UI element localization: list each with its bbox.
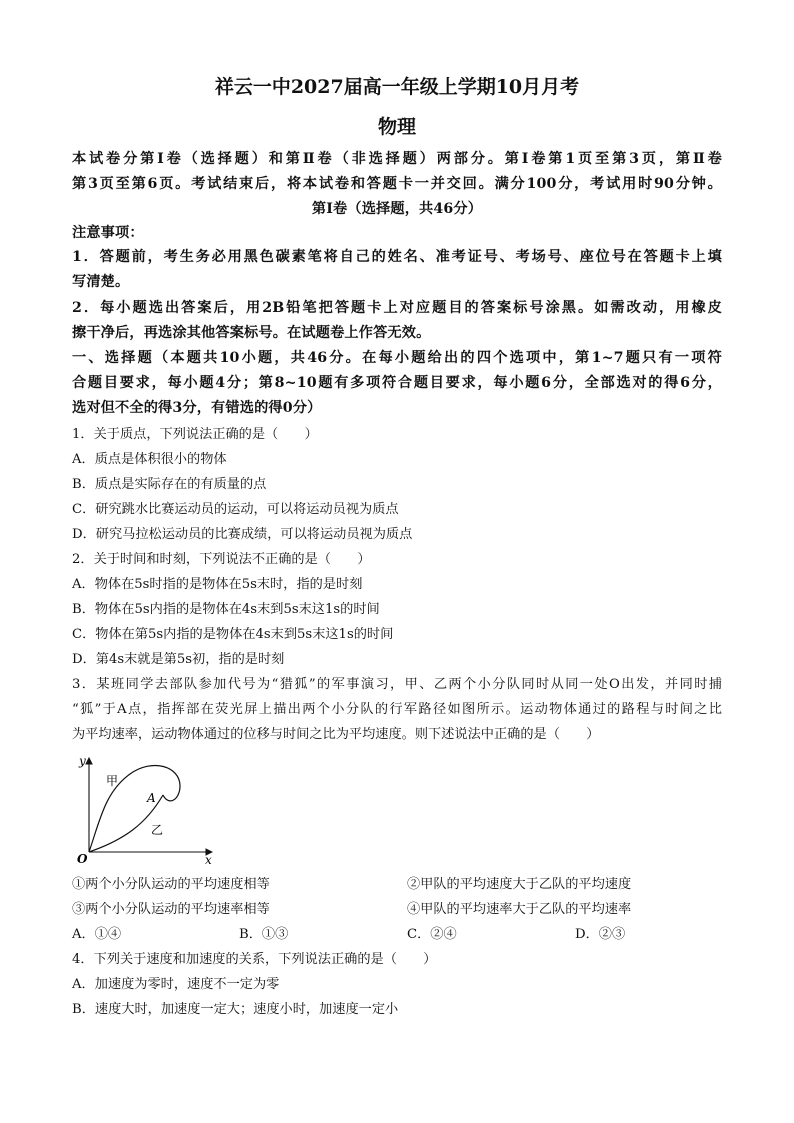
y-axis-label: y [79, 754, 86, 768]
exam-title: 祥云一中2027届高一年级上学期10月月考 [214, 76, 580, 98]
q2-stem: 2．关于时间和时刻，下列说法不正确的是（ ） [72, 552, 371, 567]
intro-line-1: 本试卷分第Ⅰ卷（选择题）和第Ⅱ卷（非选择题）两部分。第Ⅰ卷第1页至第3页，第Ⅱ卷 [72, 151, 722, 167]
origin-label: O [77, 852, 88, 866]
q2-option-b: B．物体在5s内指的是物体在4s末到5s末这1s的时间 [72, 602, 380, 617]
q4-option-a: A．加速度为零时，速度不一定为零 [72, 977, 280, 992]
q3-stem-line-1: 3．某班同学去部队参加代号为“猎狐”的军事演习，甲、乙两个小分队同时从同一处O出发，并同时捕 [72, 677, 722, 692]
section-1-heading: 第Ⅰ卷（选择题，共46分） [311, 201, 483, 217]
part-1-line-1: 一、选择题（本题共10小题，共46分。在每小题给出的四个选项中，第1~7题只有一项符 [72, 350, 722, 366]
q1-stem: 1．关于质点，下列说法正确的是（ ） [72, 427, 318, 442]
q2-option-a: A．物体在5s时指的是物体在5s末时，指的是时刻 [72, 577, 363, 592]
q1-option-d: D．研究马拉松运动员的比赛成绩，可以将运动员视为质点 [72, 527, 413, 542]
q3-statement-2: ②甲队的平均速度大于乙队的平均速度 [407, 877, 632, 892]
q1-option-a: A．质点是体积很小的物体 [72, 452, 227, 467]
q1-option-c: C．研究跳水比赛运动员的运动，可以将运动员视为质点 [72, 502, 399, 517]
path-yi-label: 乙 [151, 823, 164, 837]
notes-heading: 注意事项： [72, 225, 144, 241]
subject-title: 物理 [377, 116, 416, 138]
x-axis-label: x [205, 853, 212, 867]
q3-statement-3: ③两个小分队运动的平均速率相等 [72, 902, 270, 917]
q3-stem-line-3: 为平均速率，运动物体通过的位移与时间之比为平均速度。则下述说法中正确的是（ ） [72, 727, 600, 742]
note-1-line-1: 1．答题前，考生务必用黑色碳素笔将自己的姓名、准考证号、考场号、座位号在答题卡上填 [72, 249, 722, 265]
part-1-line-3: 选对但不全的得3分，有错选的得0分） [72, 400, 322, 416]
intro-line-2: 第3页至第6页。考试结束后，将本试卷和答题卡一并交回。满分100分，考试用时90分钟。 [72, 176, 722, 192]
q4-option-b: B．速度大时，加速度一定大；速度小时，加速度一定小 [72, 1002, 399, 1017]
q1-option-b: B．质点是实际存在的有质量的点 [72, 477, 267, 492]
path-jia [89, 765, 180, 852]
point-a-label: A [147, 791, 156, 805]
q3-option-c: C．②④ [407, 927, 457, 942]
q3-option-d: D．②③ [575, 927, 626, 942]
q4-stem: 4．下列关于速度和加速度的关系，下列说法正确的是（ ） [72, 952, 437, 967]
q3-stem-line-2: “狐”于A点，指挥部在荧光屏上描出两个小分队的行军路径如图所示。运动物体通过的路程与时间之比 [72, 702, 722, 717]
q3-option-b: B．①③ [239, 927, 289, 942]
trajectory-figure [72, 752, 222, 868]
note-1-line-2: 写清楚。 [72, 274, 130, 290]
note-2-line-2: 擦干净后，再选涂其他答案标号。在试题卷上作答无效。 [72, 325, 431, 341]
q2-option-d: D．第4s末就是第5s初，指的是时刻 [72, 652, 285, 667]
q3-option-a: A．①④ [72, 927, 122, 942]
q3-statement-4: ④甲队的平均速率大于乙队的平均速率 [407, 902, 632, 917]
q3-statement-1: ①两个小分队运动的平均速度相等 [72, 877, 270, 892]
path-jia-label: 甲 [106, 774, 119, 788]
note-2-line-1: 2．每小题选出答案后，用2B铅笔把答题卡上对应题目的答案标号涂黑。如需改动，用橡皮 [72, 300, 722, 316]
q2-option-c: C．物体在第5s内指的是物体在4s末到5s末这1s的时间 [72, 627, 394, 642]
part-1-line-2: 合题目要求，每小题4分；第8~10题有多项符合题目要求，每小题6分，全部选对的得6分， [72, 375, 722, 391]
